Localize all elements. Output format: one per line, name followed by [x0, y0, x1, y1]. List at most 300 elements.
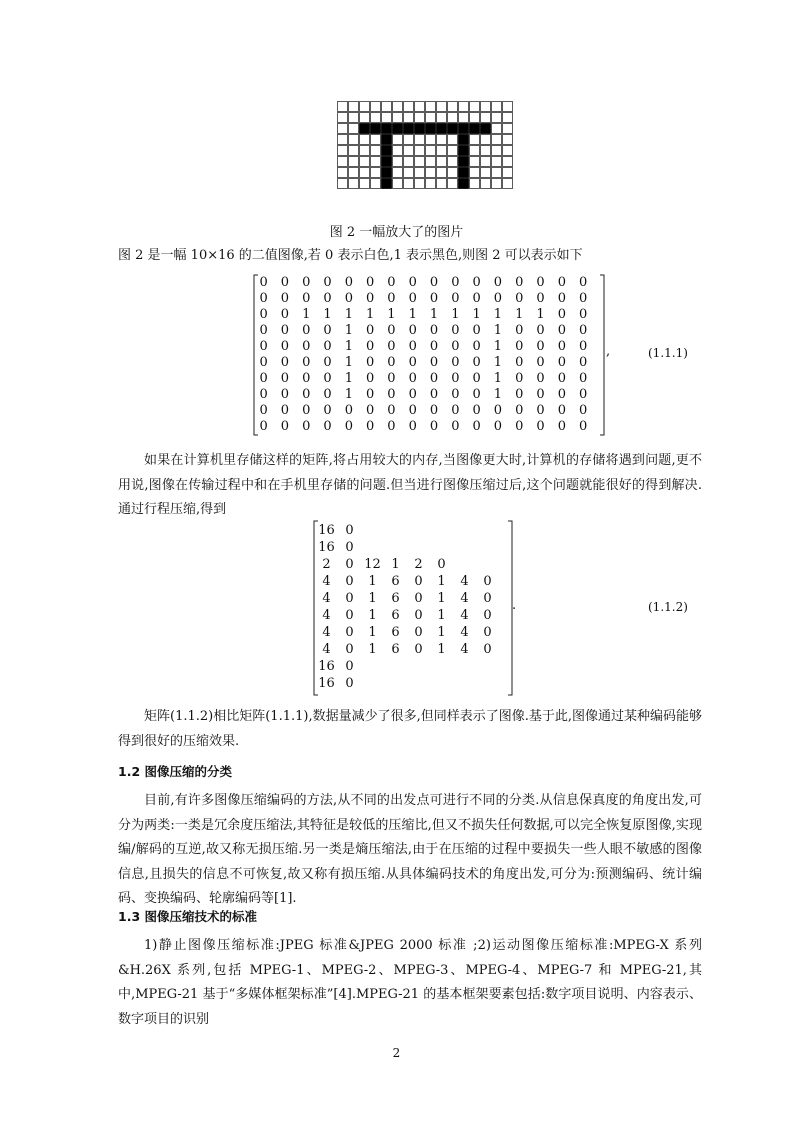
pixel-white: [360, 113, 370, 123]
pixel-white: [404, 113, 414, 123]
matrix-cell: 0: [472, 275, 481, 290]
matrix-cell: 1: [391, 557, 400, 572]
matrix-cell: 1: [387, 307, 396, 322]
section-1-2-body: [118, 789, 702, 912]
matrix-cell: 0: [366, 339, 375, 354]
pixel-white: [492, 102, 502, 112]
pixel-white: [448, 146, 458, 156]
matrix-cell: 0: [387, 275, 396, 290]
figure-caption: 图 2 一幅放大了的图片: [329, 225, 464, 240]
matrix-cell: 0: [557, 403, 566, 418]
matrix-cell: 0: [429, 323, 439, 338]
matrix-cell: 0: [344, 419, 353, 434]
matrix-cell: 0: [536, 403, 545, 418]
matrix-cell: 1: [344, 307, 353, 322]
pixel-white: [426, 179, 436, 189]
pixel-black: [382, 124, 392, 134]
matrix-1-1-1: [253, 274, 605, 436]
matrix-cell: 0: [451, 291, 460, 306]
matrix-cell: 0: [302, 419, 311, 434]
matrix-cell: 0: [579, 419, 588, 434]
matrix-cell: 0: [579, 403, 588, 418]
pixel-white: [459, 102, 469, 112]
matrix-cell: 0: [429, 387, 439, 402]
pixel-white: [349, 157, 359, 167]
right-bracket: [600, 275, 604, 435]
matrix-cell: 0: [387, 339, 396, 354]
matrix-cell: 0: [323, 339, 332, 354]
pixel-white: [415, 113, 425, 123]
matrix-cell: 0: [451, 339, 460, 354]
matrix-2-suffix: .: [512, 598, 517, 613]
matrix-cell: 0: [366, 275, 375, 290]
pixel-black: [459, 135, 469, 145]
matrix-cell: 0: [259, 307, 268, 322]
matrix-cell: 1: [368, 608, 377, 623]
matrix-1-1-2: [313, 520, 513, 696]
matrix-cell: 0: [302, 387, 311, 402]
matrix-cell: 0: [536, 275, 545, 290]
matrix-cell: 0: [579, 291, 588, 306]
matrix-cell: 1: [472, 307, 481, 322]
matrix-cell: 0: [536, 387, 545, 402]
pixel-white: [503, 179, 513, 189]
matrix-cell: 0: [302, 403, 311, 418]
pixel-white: [426, 157, 436, 167]
pixel-white: [415, 102, 425, 112]
pixel-black: [459, 168, 469, 178]
matrix-cell: 0: [536, 355, 545, 370]
pixel-white: [338, 135, 348, 145]
matrix-cell: 0: [302, 339, 311, 354]
pixel-white: [393, 146, 403, 156]
pixel-white: [349, 179, 359, 189]
matrix-cell: 0: [280, 323, 290, 338]
pixel-white: [349, 168, 359, 178]
matrix-cell: 0: [323, 275, 332, 290]
matrix-cell: 1: [437, 608, 446, 623]
pixel-white: [437, 102, 447, 112]
matrix-cell: 0: [280, 355, 290, 370]
matrix-cell: 0: [414, 608, 423, 623]
matrix-cell: 0: [557, 371, 566, 386]
matrix-cell: 0: [429, 419, 439, 434]
matrix-cell: 0: [259, 275, 268, 290]
matrix-cell: 0: [515, 403, 524, 418]
pixel-white: [503, 135, 513, 145]
pixel-black: [415, 124, 425, 134]
paragraph-1-text: 如果在计算机里存储这样的矩阵,将占用较大的内存,当图像更大时,计算机的存储将遇到问题,更不用说,图像在传输过程中和在手机里存储的问题.但当进行图像压缩过后,这个问题就能很好的得到解决.通过行程压缩,得到: [118, 453, 702, 517]
matrix-cell: 4: [322, 625, 331, 640]
pixel-white: [338, 113, 348, 123]
pixel-white: [470, 135, 480, 145]
pixel-white: [360, 146, 370, 156]
matrix-cell: 0: [345, 659, 354, 674]
matrix-cell: 0: [493, 291, 503, 306]
pixel-white: [338, 157, 348, 167]
paragraph-1: [118, 449, 702, 523]
matrix-cell: 6: [391, 574, 400, 589]
matrix-1-suffix: ,: [606, 344, 611, 359]
pixel-white: [470, 157, 480, 167]
matrix-cell: 0: [408, 419, 417, 434]
matrix-cell: 2: [322, 557, 331, 572]
matrix-cell: 0: [366, 371, 375, 386]
matrix-cell: 1: [344, 371, 353, 386]
pixel-white: [349, 135, 359, 145]
matrix-cell: 0: [515, 355, 524, 370]
matrix-cell: 0: [451, 419, 460, 434]
matrix-cell: 0: [515, 419, 524, 434]
matrix-cell: 0: [579, 275, 588, 290]
matrix-cell: 0: [429, 403, 439, 418]
matrix-cell: 0: [557, 323, 566, 338]
matrix-cell: 0: [429, 339, 439, 354]
matrix-cell: 0: [472, 339, 481, 354]
matrix-cell: 0: [302, 371, 311, 386]
pixel-black: [459, 146, 469, 156]
matrix-cell: 0: [323, 403, 332, 418]
matrix-cell: 0: [557, 419, 566, 434]
pixel-white: [503, 157, 513, 167]
pixel-white: [393, 168, 403, 178]
matrix-cell: 0: [280, 307, 290, 322]
matrix-cell: 6: [391, 591, 400, 606]
pixel-white: [349, 102, 359, 112]
matrix-cell: 0: [387, 291, 396, 306]
matrix-cell: 16: [318, 676, 335, 691]
matrix-cell: 4: [460, 625, 469, 640]
pixel-white: [338, 146, 348, 156]
pixel-white: [437, 168, 447, 178]
matrix-cell: 4: [460, 608, 469, 623]
matrix-cell: 0: [280, 371, 290, 386]
matrix-cell: 0: [366, 323, 375, 338]
pixel-white: [426, 146, 436, 156]
pixel-black: [382, 157, 392, 167]
matrix-cell: 0: [472, 355, 481, 370]
matrix-cell: 0: [515, 323, 524, 338]
pixel-white: [415, 135, 425, 145]
matrix-cell: 0: [437, 557, 446, 572]
matrix-cell: 0: [345, 557, 354, 572]
matrix-cell: 0: [259, 339, 268, 354]
matrix-cell: 0: [557, 275, 566, 290]
matrix-cell: 0: [280, 403, 290, 418]
matrix-cell: 1: [302, 307, 311, 322]
pixel-white: [492, 146, 502, 156]
pixel-white: [349, 124, 359, 134]
matrix-cell: 0: [387, 419, 396, 434]
pixel-white: [338, 102, 348, 112]
pixel-white: [503, 146, 513, 156]
matrix-cell: 0: [472, 403, 481, 418]
matrix-cell: 1: [408, 307, 417, 322]
matrix-cell: 0: [302, 355, 311, 370]
matrix-cell: 0: [515, 371, 524, 386]
matrix-cell: 0: [302, 275, 311, 290]
matrix-cell: 0: [429, 275, 439, 290]
matrix-cell: 4: [322, 608, 331, 623]
matrix-cell: 0: [472, 371, 481, 386]
matrix-cell: 0: [536, 323, 545, 338]
matrix-cell: 1: [429, 307, 439, 322]
section-1-3-body: [118, 934, 702, 1032]
section-heading-1-3: 1.3 图像压缩技术的标准: [118, 909, 257, 924]
pixel-white: [470, 179, 480, 189]
pixel-white: [404, 179, 414, 189]
pixel-white: [448, 113, 458, 123]
matrix-cell: 0: [345, 642, 354, 657]
pixel-white: [415, 179, 425, 189]
matrix-cell: 0: [408, 355, 417, 370]
matrix-cell: 0: [429, 355, 439, 370]
pixel-white: [503, 168, 513, 178]
matrix-cell: 0: [536, 291, 545, 306]
pixel-white: [382, 102, 392, 112]
matrix-cell: 0: [451, 323, 460, 338]
pixel-white: [338, 179, 348, 189]
matrix-cell: 0: [302, 323, 311, 338]
pixel-white: [360, 102, 370, 112]
pixel-white: [360, 168, 370, 178]
matrix-cell: 0: [323, 387, 332, 402]
page-number: 2: [392, 1046, 401, 1060]
pixel-white: [338, 168, 348, 178]
pixel-white: [503, 124, 513, 134]
pixel-white: [481, 102, 491, 112]
matrix-cell: 0: [280, 339, 290, 354]
pixel-white: [492, 179, 502, 189]
matrix-cell: 0: [414, 642, 423, 657]
matrix-cell: 0: [451, 355, 460, 370]
matrix-cell: 1: [536, 307, 545, 322]
matrix-cell: 0: [408, 339, 417, 354]
matrix-cell: 0: [259, 387, 268, 402]
matrix-cell: 16: [318, 523, 335, 538]
pixel-white: [404, 102, 414, 112]
matrix-cell: 0: [451, 371, 460, 386]
section-1-2-text: 目前,有许多图像压缩编码的方法,从不同的出发点可进行不同的分类.从信息保真度的角度出发,可分为两类:一类是冗余度压缩法,其特征是较低的压缩比,但又不损失任何数据,可以完全恢复原图像,实现编/解码的互逆,故又称无损压缩.另一类是熵压缩法,由于在压缩的过程中要损失一些人眼不敏感的图像信息,且损失的信息不可恢复,故又称有损压缩.从具体编码技术的角度出发,可分为:预测编码、统计编码、变换编码、轮廓编码等[1].: [118, 793, 702, 906]
matrix-cell: 0: [259, 355, 268, 370]
matrix-cell: 1: [437, 625, 446, 640]
matrix-cell: 0: [483, 625, 492, 640]
matrix-cell: 0: [557, 355, 566, 370]
matrix-cell: 0: [579, 387, 588, 402]
matrix-cell: 0: [345, 608, 354, 623]
pixel-white: [492, 157, 502, 167]
pixel-black: [382, 146, 392, 156]
matrix-cell: 1: [368, 642, 377, 657]
matrix-cell: 1: [437, 591, 446, 606]
matrix-cell: 0: [579, 307, 588, 322]
pixel-white: [404, 135, 414, 145]
matrix-cell: 4: [460, 574, 469, 589]
matrix-cell: 0: [280, 275, 290, 290]
matrix-cell: 16: [318, 540, 335, 555]
pixel-white: [481, 168, 491, 178]
matrix-cell: 1: [493, 387, 503, 402]
pixel-black: [371, 124, 381, 134]
matrix-cell: 0: [323, 355, 332, 370]
matrix-cell: 0: [579, 323, 588, 338]
pixel-black: [426, 124, 436, 134]
pixel-black: [393, 124, 403, 134]
matrix-cell: 0: [536, 371, 545, 386]
matrix-cell: 0: [259, 403, 268, 418]
pixel-black: [404, 124, 414, 134]
pixel-white: [349, 113, 359, 123]
pixel-white: [492, 168, 502, 178]
pixel-white: [503, 102, 513, 112]
matrix-cell: 0: [345, 591, 354, 606]
matrix-cell: 0: [472, 419, 481, 434]
paragraph-2: [118, 705, 702, 754]
matrix-cell: 1: [437, 574, 446, 589]
pixel-black: [481, 124, 491, 134]
matrix-cell: 0: [366, 403, 375, 418]
matrix-cell: 1: [368, 591, 377, 606]
matrix-cell: 0: [259, 419, 268, 434]
matrix-cell: 0: [366, 355, 375, 370]
matrix-cell: 0: [366, 387, 375, 402]
pixel-black: [360, 124, 370, 134]
matrix-cell: 0: [515, 291, 524, 306]
matrix-cell: 0: [345, 523, 354, 538]
matrix-cell: 0: [451, 387, 460, 402]
matrix-cell: 0: [345, 676, 354, 691]
pixel-white: [426, 113, 436, 123]
pixel-white: [492, 113, 502, 123]
pixel-white: [481, 113, 491, 123]
matrix-cell: 1: [344, 323, 353, 338]
pixel-white: [338, 124, 348, 134]
pixel-white: [393, 102, 403, 112]
binary-image-figure: [337, 101, 513, 189]
matrix-cell: 0: [345, 625, 354, 640]
matrix-cell: 1: [344, 387, 353, 402]
pixel-white: [371, 157, 381, 167]
pixel-white: [371, 102, 381, 112]
matrix-cell: 0: [493, 403, 503, 418]
pixel-white: [470, 113, 480, 123]
matrix-cell: 0: [344, 403, 353, 418]
matrix-cell: 0: [557, 307, 566, 322]
pixel-white: [371, 146, 381, 156]
pixel-white: [426, 168, 436, 178]
matrix-cell: 0: [323, 419, 332, 434]
pixel-white: [448, 157, 458, 167]
paragraph-2-text: 矩阵(1.1.2)相比矩阵(1.1.1),数据量减少了很多,但同样表示了图像.基于此,图像通过某种编码能够得到很好的压缩效果.: [118, 709, 702, 749]
pixel-white: [393, 135, 403, 145]
matrix-cell: 0: [515, 339, 524, 354]
pixel-white: [371, 179, 381, 189]
pixel-white: [437, 113, 447, 123]
matrix-cell: 0: [515, 275, 524, 290]
matrix-cell: 0: [483, 574, 492, 589]
pixel-white: [415, 146, 425, 156]
pixel-white: [470, 146, 480, 156]
pixel-white: [448, 135, 458, 145]
pixel-white: [470, 102, 480, 112]
matrix-cell: 0: [408, 275, 417, 290]
pixel-white: [382, 113, 392, 123]
pixel-black: [459, 124, 469, 134]
pixel-white: [393, 179, 403, 189]
pixel-black: [382, 179, 392, 189]
matrix-cell: 0: [408, 323, 417, 338]
matrix-cell: 0: [344, 291, 353, 306]
matrix-cell: 0: [579, 371, 588, 386]
matrix-cell: 0: [323, 371, 332, 386]
pixel-white: [415, 157, 425, 167]
matrix-cell: 0: [302, 291, 311, 306]
matrix-cell: 0: [483, 608, 492, 623]
matrix-cell: 0: [472, 291, 481, 306]
matrix-cell: 4: [322, 574, 331, 589]
pixel-white: [448, 102, 458, 112]
matrix-cell: 1: [493, 307, 503, 322]
matrix-cell: 0: [344, 275, 353, 290]
pixel-white: [404, 168, 414, 178]
matrix-cell: 0: [366, 291, 375, 306]
matrix-cell: 1: [493, 339, 503, 354]
pixel-black: [448, 124, 458, 134]
matrix-cell: 0: [483, 642, 492, 657]
pixel-black: [437, 124, 447, 134]
matrix-cell: 0: [387, 355, 396, 370]
matrix-cell: 1: [368, 625, 377, 640]
equation-label-1-1-1: (1.1.1): [648, 346, 688, 360]
matrix-cell: 0: [259, 323, 268, 338]
pixel-white: [404, 157, 414, 167]
pixel-white: [459, 113, 469, 123]
matrix-cell: 0: [429, 371, 439, 386]
matrix-cell: 0: [259, 371, 268, 386]
pixel-white: [448, 179, 458, 189]
pixel-white: [492, 135, 502, 145]
matrix-cell: 1: [515, 307, 524, 322]
matrix-cell: 0: [323, 291, 332, 306]
matrix-cell: 0: [472, 387, 481, 402]
pixel-white: [470, 168, 480, 178]
section-heading-1-2: 1.2 图像压缩的分类: [118, 764, 232, 779]
matrix-cell: 0: [515, 387, 524, 402]
pixel-white: [481, 135, 491, 145]
equation-label-1-1-2: (1.1.2): [648, 600, 688, 614]
pixel-white: [426, 135, 436, 145]
pixel-white: [426, 102, 436, 112]
matrix-cell: 4: [322, 642, 331, 657]
matrix-cell: 1: [344, 355, 353, 370]
pixel-white: [360, 179, 370, 189]
matrix-cell: 1: [368, 574, 377, 589]
pixel-white: [371, 135, 381, 145]
section-1-3-text: 1)静止图像压缩标准:JPEG 标准&JPEG 2000 标准 ;2)运动图像压缩标准:MPEG-X 系列&H.26X 系列,包括 MPEG-1、MPEG-2、MPEG-3、MPEG-4、MPEG-7 和 MPEG-21,其中,MPEG-21 基于“多媒体框架标准”[4].MPEG-21 的基本框架要素包括:数字项目说明、内容表示、数字项目的识别: [118, 938, 702, 1027]
matrix-cell: 1: [323, 307, 332, 322]
matrix-cell: 0: [557, 387, 566, 402]
matrix-cell: 0: [493, 419, 503, 434]
matrix-cell: 0: [408, 371, 417, 386]
matrix-cell: 0: [579, 339, 588, 354]
matrix-cell: 0: [536, 339, 545, 354]
matrix-cell: 0: [323, 323, 332, 338]
pixel-white: [415, 168, 425, 178]
pixel-white: [360, 135, 370, 145]
pixel-black: [459, 179, 469, 189]
pixel-white: [393, 113, 403, 123]
matrix-cell: 1: [493, 371, 503, 386]
